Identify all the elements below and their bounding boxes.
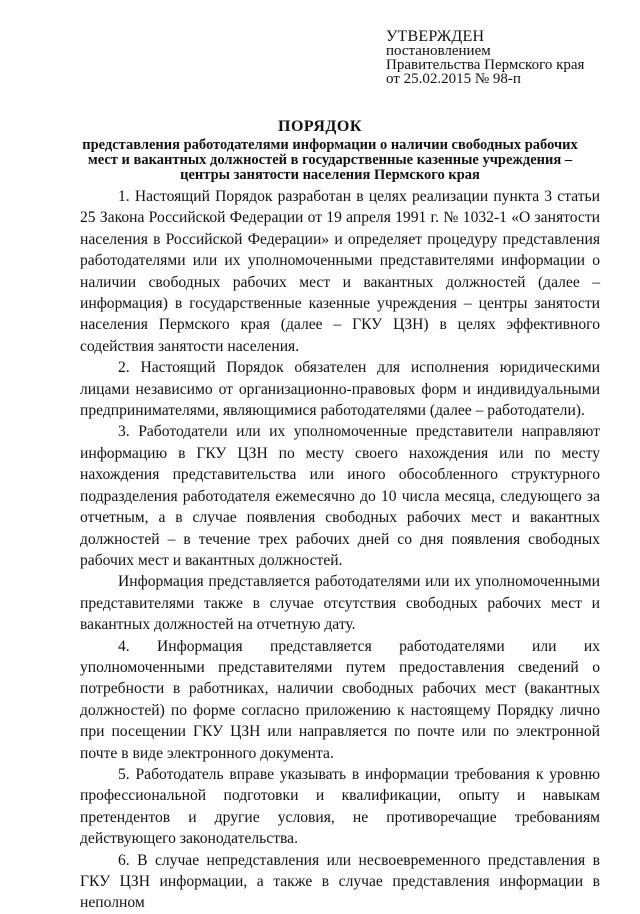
document-subtitle: представления работодателями информации о наличии свободных рабочих мест и вакантных должностей в государственные казенные учреждения – центры занятости населения Пермского края: [82, 137, 578, 183]
paragraph-3-continued: Информация представляется работодателями или их уполномоченными представителями также в случае отсутствия свободных рабочих мест и вакантных должностей на отчетную дату.: [80, 573, 600, 634]
document-body: [80, 186, 600, 914]
approval-stamp: [386, 30, 584, 86]
paragraph-3: 3. Работодатели или их уполномоченные представители направляют информацию в ГКУ ЦЗН по месту своего нахождения или по месту нахождения представительства или иного обособленного структурного подразделения работодателя ежемесячно до 10 числа месяца, следующего за отчетным, а в случае появления свободных рабочих мест и вакантных должностей – в течение трех рабочих дней со дня появления свободных рабочих мест и вакантных должностей.: [80, 423, 600, 569]
document-title: ПОРЯДОК: [278, 118, 362, 135]
approval-line-1: постановлением: [386, 43, 491, 59]
paragraph-6: 6. В случае непредставления или несвоевременного представления в ГКУ ЦЗН информации, а также в случае представления информации в неполном: [80, 851, 600, 912]
paragraph-1: 1. Настоящий Порядок разработан в целях реализации пункта 3 статьи 25 Закона Российской Федерации от 19 апреля 1991 г. № 1032-1 «О занятости населения в Российской Федерации» и определяет процедуру представления работодателями или их уполномоченными представителями информации о наличии свободных рабочих мест и вакантных должностей (далее – информация) в государственные казенные учреждения – центры занятости населения Пермского края (далее – ГКУ ЦЗН) в целях эффективного содействия занятости населения.: [80, 188, 600, 355]
paragraph-2: 2. Настоящий Порядок обязателен для исполнения юридическими лицами независимо от организационно-правовых форм и индивидуальными предпринимателями, являющимися работодателями (далее – работодатели).: [80, 359, 600, 420]
paragraph-5: 5. Работодатель вправе указывать в информации требования к уровню профессиональной подготовки и квалификации, опыту и навыкам претендентов и другие условия, не противоречащие требованиям действующего законодательства.: [80, 765, 600, 848]
paragraph-4: 4. Информация представляется работодателями или их уполномоченными представителями путем предоставления сведений о потребности в работниках, наличии свободных рабочих мест (вакантных должностей) по форме согласно приложению к настоящему Порядку лично при посещении ГКУ ЦЗН или направляется по почте или по электронной почте в виде электронного документа.: [80, 637, 600, 762]
approval-line-2: Правительства Пермского края: [386, 57, 585, 73]
approval-heading: УТВЕРЖДЕН: [386, 28, 485, 45]
approval-line-3: от 25.02.2015 № 98-п: [386, 71, 521, 87]
